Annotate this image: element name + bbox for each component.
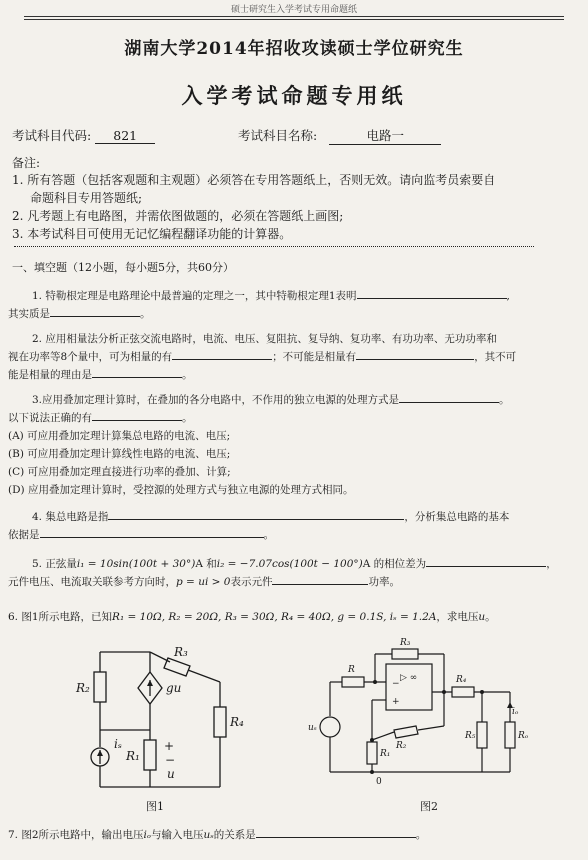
q7-blank[interactable] bbox=[256, 826, 416, 838]
q3-blank-1[interactable] bbox=[399, 391, 499, 403]
note-3: 3. 本考试科目可使用无记忆编程翻译功能的计算器。 bbox=[12, 227, 292, 241]
q7-text-a1: 7. 图2所示电路中，输出电压 bbox=[8, 829, 144, 841]
q5-blank-1[interactable] bbox=[426, 555, 546, 567]
q3-blank-2[interactable] bbox=[92, 409, 182, 421]
exam-code-row bbox=[12, 126, 155, 144]
r4-resistor bbox=[452, 687, 474, 697]
q5-text-b3: 功率。 bbox=[368, 576, 400, 588]
q6-eq: R₁ = 10Ω, R₂ = 20Ω, R₃ = 30Ω, R₄ = 40Ω, g = 0.1S, iₛ = 1.2A bbox=[112, 611, 437, 623]
note-2: 2. 凡考题上有电路图，并需依图做题的，必须在答题纸上画图; bbox=[12, 209, 344, 223]
q5-text-a1: 5. 正弦量 bbox=[32, 558, 77, 570]
section-heading: 一、填空题（12小题，每小题5分，共60分） bbox=[12, 261, 234, 274]
r2-resistor bbox=[94, 672, 106, 702]
q2-text-b3: ，其不可 bbox=[474, 351, 517, 363]
question-7: 7. 图2所示电路中，输出电压iₒ与输入电压uₛ的关系是 。 bbox=[8, 826, 574, 844]
q2-text-b2: ；不可能是相量有 bbox=[272, 351, 357, 363]
fig1-label-r4: R₄ bbox=[230, 715, 244, 729]
q5-text-a3: A 的相位差为 bbox=[362, 558, 427, 570]
q2-blank-3[interactable] bbox=[92, 366, 182, 378]
r2-resistor bbox=[394, 726, 418, 738]
q5-eq-i2: i₂ = −7.07cos(100t − 100°) bbox=[216, 558, 363, 570]
r1-resistor bbox=[144, 740, 156, 770]
fig2-label-r1: R₁ bbox=[380, 749, 391, 759]
figure-1-caption: 图1 bbox=[146, 800, 164, 813]
q5-eq-i1: i₁ = 10sin(100t + 30°) bbox=[76, 558, 196, 570]
fig2-label-r: R bbox=[348, 665, 355, 675]
us-source bbox=[320, 717, 340, 737]
exam-code-value: 821 bbox=[95, 128, 155, 144]
q6-var-u: u bbox=[478, 611, 486, 623]
question-5: 5. 正弦量i₁ = 10sin(100t + 30°)A 和i₂ = −7.07cos(100t − 100°)A 的相位差为 ， 元件电压、电流取关联参考方向时，p = ui > 0表示元件 功率。 bbox=[8, 555, 574, 591]
r4-resistor bbox=[214, 707, 226, 737]
fig2-label-op-plus: + bbox=[392, 697, 400, 707]
question-2: 2. 应用相量法分析正弦交流电路时，电流、电压、复阻抗、复导纳、复功率、有功功率、无功功率和 视在功率等8个量中，可为相量的有 ；不可能是相量有 ，其不可 能是相量的理由是 。 bbox=[8, 333, 517, 381]
q5-text-b1: 元件电压、电流取关联参考方向时， bbox=[8, 576, 176, 588]
question-4: 4. 集总电路是指 ，分析集总电路的基本 依据是 。 bbox=[8, 508, 574, 544]
q1-blank-2[interactable] bbox=[50, 305, 140, 317]
university-line: 湖南大学2014年招收攻读硕士学位研究生 bbox=[124, 39, 464, 59]
notes-title: 备注: bbox=[12, 156, 41, 170]
fig1-label-gu: gu bbox=[166, 681, 182, 695]
fig1-label-u: u bbox=[167, 767, 175, 781]
r3-resistor bbox=[392, 649, 418, 659]
q2-text: 2. 应用相量法分析正弦交流电路时，电流、电压、复阻抗、复导纳、复功率、有功功率、无功功率和 bbox=[32, 333, 497, 345]
fig2-label-r5: R₅ bbox=[465, 731, 476, 741]
r5-resistor bbox=[477, 722, 487, 748]
fig1-label-r2: R₂ bbox=[76, 681, 90, 695]
paper-title: 入学考试命题专用纸 bbox=[181, 83, 407, 108]
q6-text-a1: 6. 图1所示电路，已知 bbox=[8, 611, 113, 623]
q3-option-d: (D) 应用叠加定理计算时，受控源的处理方式与独立电源的处理方式相同。 bbox=[8, 484, 354, 496]
fig2-label-r2: R₂ bbox=[396, 741, 407, 751]
fig2-label-us: uₛ bbox=[308, 723, 317, 733]
q7-text-a2: 与输入电压 bbox=[150, 829, 204, 841]
fig1-label-r3: R₃ bbox=[174, 645, 188, 659]
q2-text-b1: 视在功率等8个量中，可为相量的有 bbox=[8, 351, 173, 363]
question-1: 1. 特勒根定理是电路理论中最普遍的定理之一，其中特勒根定理1表明 , 其实质是 。 bbox=[8, 287, 574, 323]
q7-text-a3: 的关系是 bbox=[213, 829, 256, 841]
fig2-label-ro: Rₒ bbox=[518, 731, 529, 741]
exam-name-value: 电路一 bbox=[329, 126, 441, 145]
fig2-label-zero: 0 bbox=[376, 777, 382, 787]
figure-1-circuit bbox=[70, 632, 250, 812]
figure-2-caption: 图2 bbox=[420, 800, 438, 813]
fig2-label-opamp: ▷ ∞ bbox=[400, 673, 418, 683]
dotted-separator bbox=[14, 246, 534, 247]
fig1-label-r1: R₁ bbox=[126, 749, 140, 763]
q7-var-us: uₛ bbox=[203, 829, 214, 841]
fig1-label-plus: + bbox=[164, 739, 175, 753]
note-1: 1. 所有答题（包括客观题和主观题）必须答在专用答题纸上，否则无效。请向监考员索要自 bbox=[12, 173, 496, 187]
q2-text-c: 能是相量的理由是 bbox=[8, 369, 92, 381]
q5-text-b2: 表示元件 bbox=[230, 576, 273, 588]
fig2-label-op-minus: − bbox=[392, 679, 400, 689]
q1-text: 1. 特勒根定理是电路理论中最普遍的定理之一，其中特勒根定理1表明 bbox=[32, 290, 357, 302]
note-1-cont: 命题科目专用答题纸; bbox=[30, 191, 143, 205]
q7-var-io: iₒ bbox=[143, 829, 151, 841]
q4-text-2: ，分析集总电路的基本 bbox=[404, 511, 510, 523]
r1-resistor bbox=[367, 742, 377, 764]
q1-blank-1[interactable] bbox=[357, 287, 507, 299]
ro-resistor bbox=[505, 722, 515, 748]
q5-text-a2: A 和 bbox=[195, 558, 217, 570]
r-resistor bbox=[342, 677, 364, 687]
top-rule bbox=[24, 16, 564, 17]
exam-code-label: 考试科目代码: bbox=[12, 128, 92, 143]
q4-text-b: 依据是 bbox=[8, 529, 40, 541]
q3-option-a: (A) 可应用叠加定理计算集总电路的电流、电压; bbox=[8, 430, 231, 442]
q3-option-c: (C) 可应用叠加定理直接进行功率的叠加、计算; bbox=[8, 466, 231, 478]
q4-text: 4. 集总电路是指 bbox=[32, 511, 109, 523]
top-rule-second bbox=[24, 19, 564, 20]
q3-text-b: 以下说法正确的有 bbox=[8, 412, 92, 424]
q1-text-2: 其实质是 bbox=[8, 308, 50, 320]
q6-end: 。 bbox=[485, 611, 496, 623]
q3-option-b: (B) 可应用叠加定理计算线性电路的电流、电压; bbox=[8, 448, 231, 460]
fig2-label-io: iₒ bbox=[512, 707, 519, 717]
top-strip-title: 硕士研究生入学考试专用命题纸 bbox=[230, 5, 357, 15]
q6-text-a2: ，求电压 bbox=[436, 611, 479, 623]
q3-text: 3.应用叠加定理计算时，在叠加的各分电路中，不作用的独立电源的处理方式是 bbox=[32, 394, 400, 406]
fig1-label-minus: − bbox=[165, 753, 176, 767]
figure-2-circuit bbox=[300, 632, 540, 792]
exam-name-row bbox=[238, 126, 441, 145]
q4-blank-2[interactable] bbox=[40, 526, 264, 538]
question-3: 3.应用叠加定理计算时，在叠加的各分电路中，不作用的独立电源的处理方式是 。 以下说法正确的有 。 (A) 可应用叠加定理计算集总电路的电流、电压; (B) 可应用叠加定理计算线性电路的电流、电压; (C) 可应用叠加定理直接进行功率的叠加、计算; (D) 应用叠加定理计算时，受控源的处理方式与独立电源的处理方式相同。 bbox=[8, 391, 574, 499]
fig2-label-r4: R₄ bbox=[456, 675, 467, 685]
q2-blank-2[interactable] bbox=[356, 348, 474, 360]
question-6 bbox=[8, 608, 574, 626]
q5-blank-2[interactable] bbox=[272, 573, 368, 585]
fig2-label-r3: R₃ bbox=[400, 638, 411, 648]
exam-name-label: 考试科目名称: bbox=[238, 128, 318, 143]
q4-blank-1[interactable] bbox=[108, 508, 404, 520]
q5-eq-p: p = ui > 0 bbox=[176, 576, 231, 588]
q2-blank-1[interactable] bbox=[172, 348, 272, 360]
fig1-label-is: iₛ bbox=[114, 737, 122, 751]
